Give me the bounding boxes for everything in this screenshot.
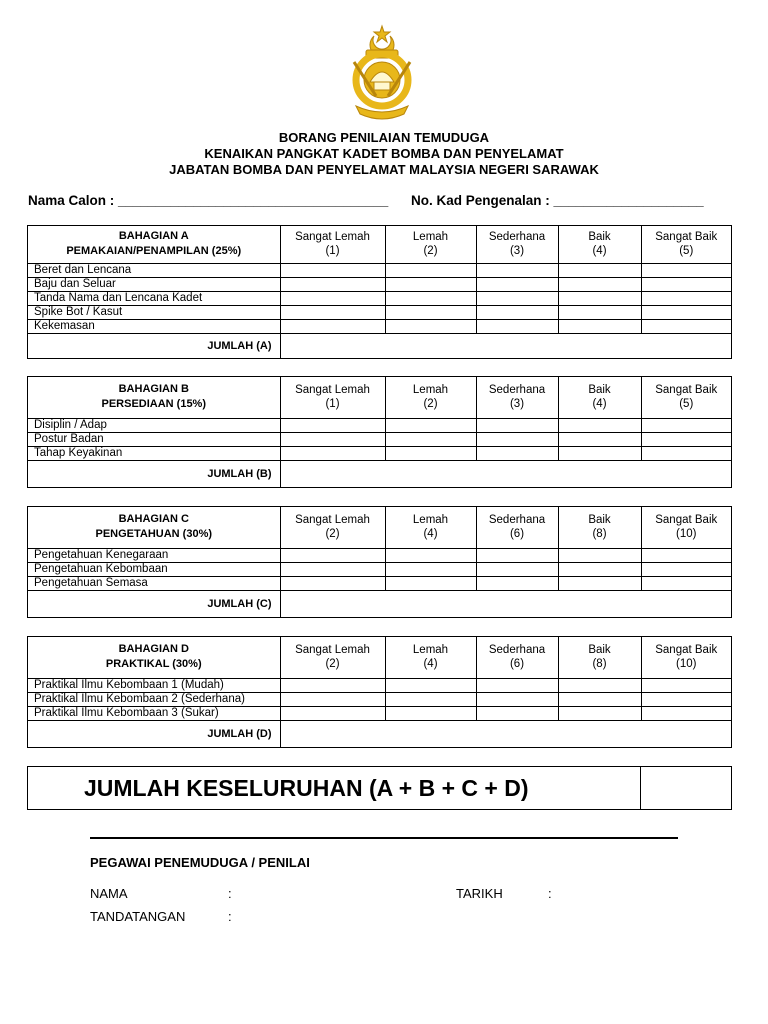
column-header: Sangat Lemah (1) [280,226,385,263]
score-cell[interactable] [641,263,731,277]
criteria-item: Praktikal Ilmu Kebombaan 2 (Sederhana) [28,692,280,706]
grand-total-divider [640,767,641,809]
score-cell[interactable] [385,446,476,460]
score-cell[interactable] [280,446,385,460]
date-colon: : [548,886,552,901]
criteria-item: Kekemasan [28,319,280,333]
score-cell[interactable] [385,562,476,576]
score-cell[interactable] [558,706,641,720]
score-cell[interactable] [476,576,558,590]
signature-divider [90,837,678,839]
section-c-total-cell[interactable] [280,590,731,617]
criteria-item: Tahap Keyakinan [28,446,280,460]
column-header: Sederhana (6) [476,507,558,548]
section-a-header: BAHAGIAN A PEMAKAIAN/PENAMPILAN (25%) [28,226,280,263]
signature-label: TANDATANGAN [90,909,186,924]
criteria-item: Praktikal Ilmu Kebombaan 1 (Mudah) [28,678,280,692]
criteria-item: Disiplin / Adap [28,418,280,432]
section-d-total-label: JUMLAH (D) [28,720,280,747]
section-c-header: BAHAGIAN C PENGETAHUAN (30%) [28,507,280,548]
criteria-item: Pengetahuan Kenegaraan [28,548,280,562]
score-cell[interactable] [641,305,731,319]
score-cell[interactable] [558,277,641,291]
score-cell[interactable] [385,263,476,277]
score-cell[interactable] [476,263,558,277]
score-cell[interactable] [641,576,731,590]
column-header: Sangat Lemah (1) [280,377,385,418]
score-cell[interactable] [558,678,641,692]
score-cell[interactable] [385,706,476,720]
score-cell[interactable] [476,678,558,692]
column-header: Sangat Baik (10) [641,637,731,678]
section-a-total-label: JUMLAH (A) [28,333,280,358]
score-cell[interactable] [280,548,385,562]
criteria-item: Spike Bot / Kasut [28,305,280,319]
score-cell[interactable] [280,305,385,319]
column-header: Baik (8) [558,637,641,678]
section-b [27,376,732,488]
criteria-item: Praktikal Ilmu Kebombaan 3 (Sukar) [28,706,280,720]
score-cell[interactable] [641,548,731,562]
score-cell[interactable] [385,576,476,590]
score-cell[interactable] [476,305,558,319]
interviewer-heading: PEGAWAI PENEMUDUGA / PENILAI [90,855,310,870]
score-cell[interactable] [641,319,731,333]
score-cell[interactable] [385,432,476,446]
signature-colon: : [228,909,232,924]
score-cell[interactable] [558,263,641,277]
score-cell[interactable] [641,446,731,460]
section-c [27,506,732,618]
section-d [27,636,732,748]
score-cell[interactable] [476,277,558,291]
score-cell[interactable] [558,576,641,590]
score-cell[interactable] [385,418,476,432]
section-a [27,225,732,359]
score-cell[interactable] [385,548,476,562]
section-d-header: BAHAGIAN D PRAKTIKAL (30%) [28,637,280,678]
score-cell[interactable] [280,706,385,720]
score-cell[interactable] [641,706,731,720]
column-header: Sederhana (3) [476,377,558,418]
date-label: TARIKH [456,886,503,901]
section-d-total-cell[interactable] [280,720,731,747]
column-header: Baik (4) [558,377,641,418]
score-cell[interactable] [558,418,641,432]
score-cell[interactable] [558,446,641,460]
score-cell[interactable] [280,291,385,305]
section-a-total-cell[interactable] [280,333,731,358]
column-header: Lemah (2) [385,226,476,263]
score-cell[interactable] [476,446,558,460]
criteria-item: Postur Badan [28,432,280,446]
column-header: Lemah (4) [385,507,476,548]
score-cell[interactable] [641,692,731,706]
score-cell[interactable] [385,692,476,706]
candidate-name-field[interactable]: Nama Calon : ____________________________________ [28,193,389,208]
column-header: Sangat Baik (5) [641,377,731,418]
score-cell[interactable] [476,562,558,576]
score-cell[interactable] [385,277,476,291]
score-cell[interactable] [558,548,641,562]
form-title [0,130,768,178]
score-cell[interactable] [476,692,558,706]
score-cell[interactable] [385,305,476,319]
score-cell[interactable] [558,319,641,333]
score-cell[interactable] [476,548,558,562]
score-cell[interactable] [280,263,385,277]
section-c-total-label: JUMLAH (C) [28,590,280,617]
title-line-1: BORANG PENILAIAN TEMUDUGA [278,130,490,145]
column-header: Sangat Baik (5) [641,226,731,263]
criteria-item: Beret dan Lencana [28,263,280,277]
score-cell[interactable] [476,291,558,305]
score-cell[interactable] [280,432,385,446]
criteria-item: Pengetahuan Kebombaan [28,562,280,576]
column-header: Baik (4) [558,226,641,263]
bomba-crest-icon [344,22,420,124]
grand-total-row [27,766,732,810]
score-cell[interactable] [385,291,476,305]
score-cell[interactable] [280,562,385,576]
section-b-total-label: JUMLAH (B) [28,460,280,487]
score-cell[interactable] [280,319,385,333]
title-line-3: JABATAN BOMBA DAN PENYELAMAT MALAYSIA NEGERI SARAWAK [169,162,599,177]
score-cell[interactable] [641,418,731,432]
grand-total-label: JUMLAH KESELURUHAN (A + B + C + D) [84,775,529,801]
score-cell[interactable] [280,692,385,706]
column-header: Sangat Lemah (2) [280,507,385,548]
score-cell[interactable] [385,678,476,692]
score-cell[interactable] [280,576,385,590]
score-cell[interactable] [641,678,731,692]
score-cell[interactable] [641,277,731,291]
criteria-item: Baju dan Seluar [28,277,280,291]
score-cell[interactable] [558,305,641,319]
column-header: Lemah (2) [385,377,476,418]
score-cell[interactable] [558,291,641,305]
score-cell[interactable] [558,432,641,446]
name-colon: : [228,886,232,901]
criteria-item: Pengetahuan Semasa [28,576,280,590]
score-cell[interactable] [476,706,558,720]
score-cell[interactable] [641,291,731,305]
section-b-header: BAHAGIAN B PERSEDIAAN (15%) [28,377,280,418]
criteria-item: Tanda Nama dan Lencana Kadet [28,291,280,305]
column-header: Sederhana (3) [476,226,558,263]
score-cell[interactable] [641,562,731,576]
candidate-ic-field[interactable]: No. Kad Pengenalan : ____________________ [411,193,704,208]
title-line-2: KENAIKAN PANGKAT KADET BOMBA DAN PENYELAMAT [204,146,564,161]
column-header: Sederhana (6) [476,637,558,678]
column-header: Baik (8) [558,507,641,548]
score-cell[interactable] [476,418,558,432]
score-cell[interactable] [280,418,385,432]
score-cell[interactable] [558,562,641,576]
score-cell[interactable] [385,319,476,333]
score-cell[interactable] [280,277,385,291]
score-cell[interactable] [280,678,385,692]
section-b-total-cell[interactable] [280,460,731,487]
score-cell[interactable] [476,319,558,333]
column-header: Sangat Baik (10) [641,507,731,548]
score-cell[interactable] [558,692,641,706]
score-cell[interactable] [476,432,558,446]
score-cell[interactable] [641,432,731,446]
column-header: Lemah (4) [385,637,476,678]
name-label: NAMA [90,886,128,901]
column-header: Sangat Lemah (2) [280,637,385,678]
